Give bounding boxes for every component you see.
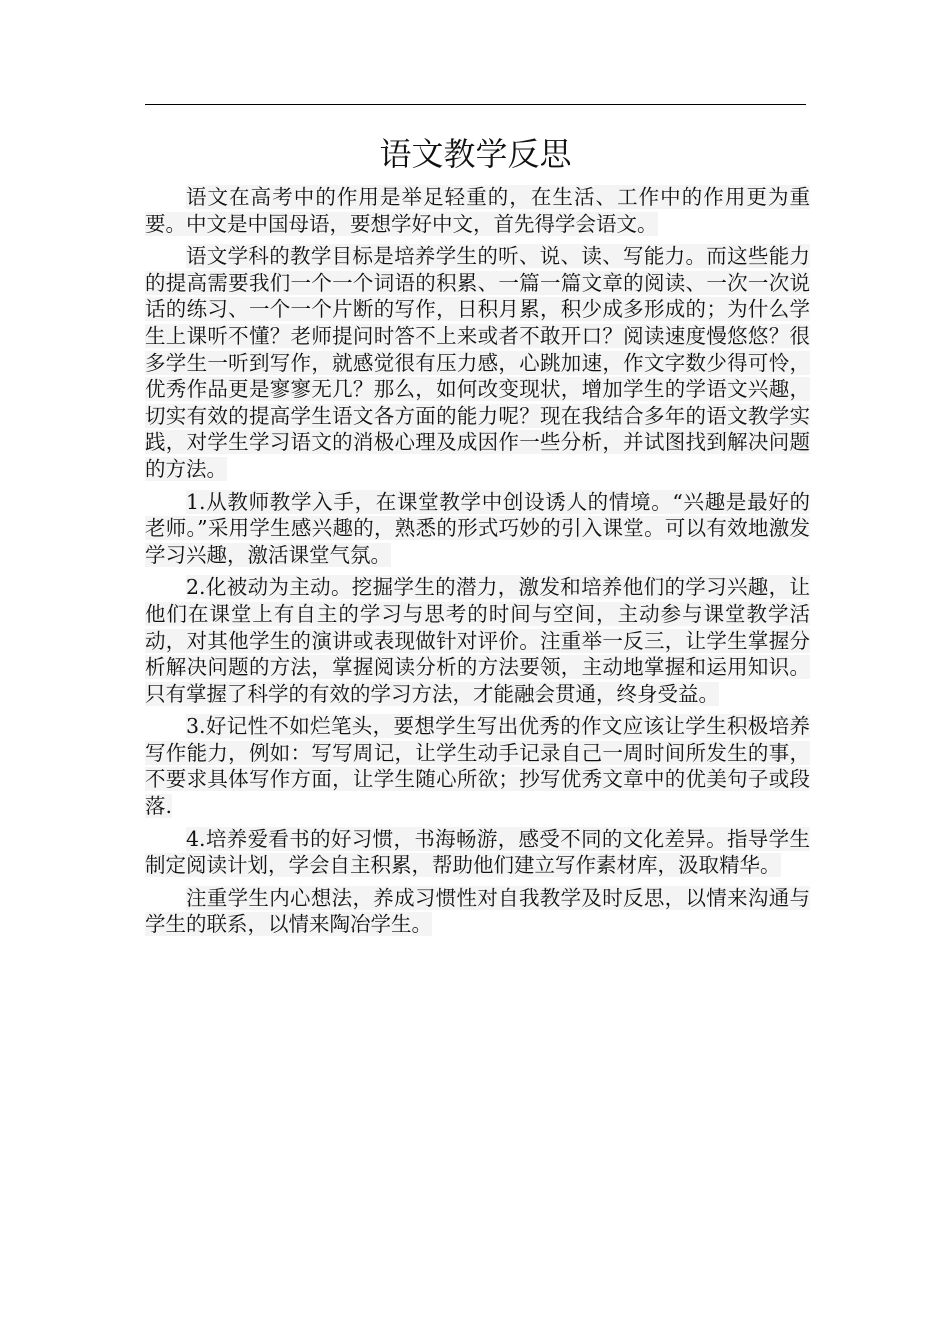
paragraph-text: 语文在高考中的作用是举足轻重的，在生活、工作中的作用更为重要。中文是中国母语，要想学好中文，首先得学会语文。 bbox=[145, 185, 810, 236]
paragraph-text: 1.从教师教学入手，在课堂教学中创设诱人的情境。“兴趣是最好的老师。”采用学生感兴趣的，熟悉的形式巧妙的引入课堂。可以有效地激发学习兴趣，激活课堂气氛。 bbox=[145, 489, 810, 567]
paragraph-text: 3.好记性不如烂笔头，要想学生写出优秀的作文应该让学生积极培养写作能力，例如：写写周记，让学生动手记录自己一周时间所发生的事，不要求具体写作方面，让学生随心所欲；抄写优秀文章中的优美句子或段落. bbox=[145, 714, 810, 819]
paragraph-goals bbox=[145, 243, 810, 482]
document-title: 语文教学反思 bbox=[379, 135, 572, 173]
paragraph-point-4 bbox=[145, 826, 810, 879]
document-body bbox=[145, 184, 810, 944]
paragraph-text: 4.培养爱看书的好习惯，书海畅游，感受不同的文化差异。指导学生制定阅读计划，学会自主积累，帮助他们建立写作素材库，汲取精华。 bbox=[145, 826, 810, 878]
paragraph-point-2 bbox=[145, 574, 810, 707]
paragraph-point-1 bbox=[145, 489, 810, 569]
paragraph-point-3 bbox=[145, 713, 810, 819]
paragraph-text: 语文学科的教学目标是培养学生的听、说、读、写能力。而这些能力的提高需要我们一个一个词语的积累、一篇一篇文章的阅读、一次一次说话的练习、一个一个片断的写作，日积月累，积少成多形成的；为什么学生上课听不懂？老师提问时答不上来或者不敢开口？阅读速度慢悠悠？很多学生一听到写作，就感觉很有压力感，心跳加速，作文字数少得可怜，优秀作品更是寥寥无几？那么，如何改变现状，增加学生的学语文兴趣，切实有效的提高学生语文各方面的能力呢？现在我结合多年的语文教学实践，对学生学习语文的消极心理及成因作一些分析，并试图找到解决问题的方法。 bbox=[145, 244, 810, 481]
paragraph-text: 注重学生内心想法，养成习惯性对自我教学及时反思，以情来沟通与学生的联系，以情来陶冶学生。 bbox=[145, 885, 810, 937]
paragraph-intro bbox=[145, 184, 810, 237]
paragraph-conclusion bbox=[145, 885, 810, 938]
paragraph-text: 2.化被动为主动。挖掘学生的潜力，激发和培养他们的学习兴趣，让他们在课堂上有自主的学习与思考的时间与空间，主动参与课堂教学活动，对其他学生的演讲或表现做针对评价。注重举一反三，让学生掌握分析解决问题的方法，掌握阅读分析的方法要领，主动地掌握和运用知识。只有掌握了科学的有效的学习方法，才能融会贯通，终身受益。 bbox=[145, 575, 810, 706]
header-rule bbox=[145, 104, 806, 105]
